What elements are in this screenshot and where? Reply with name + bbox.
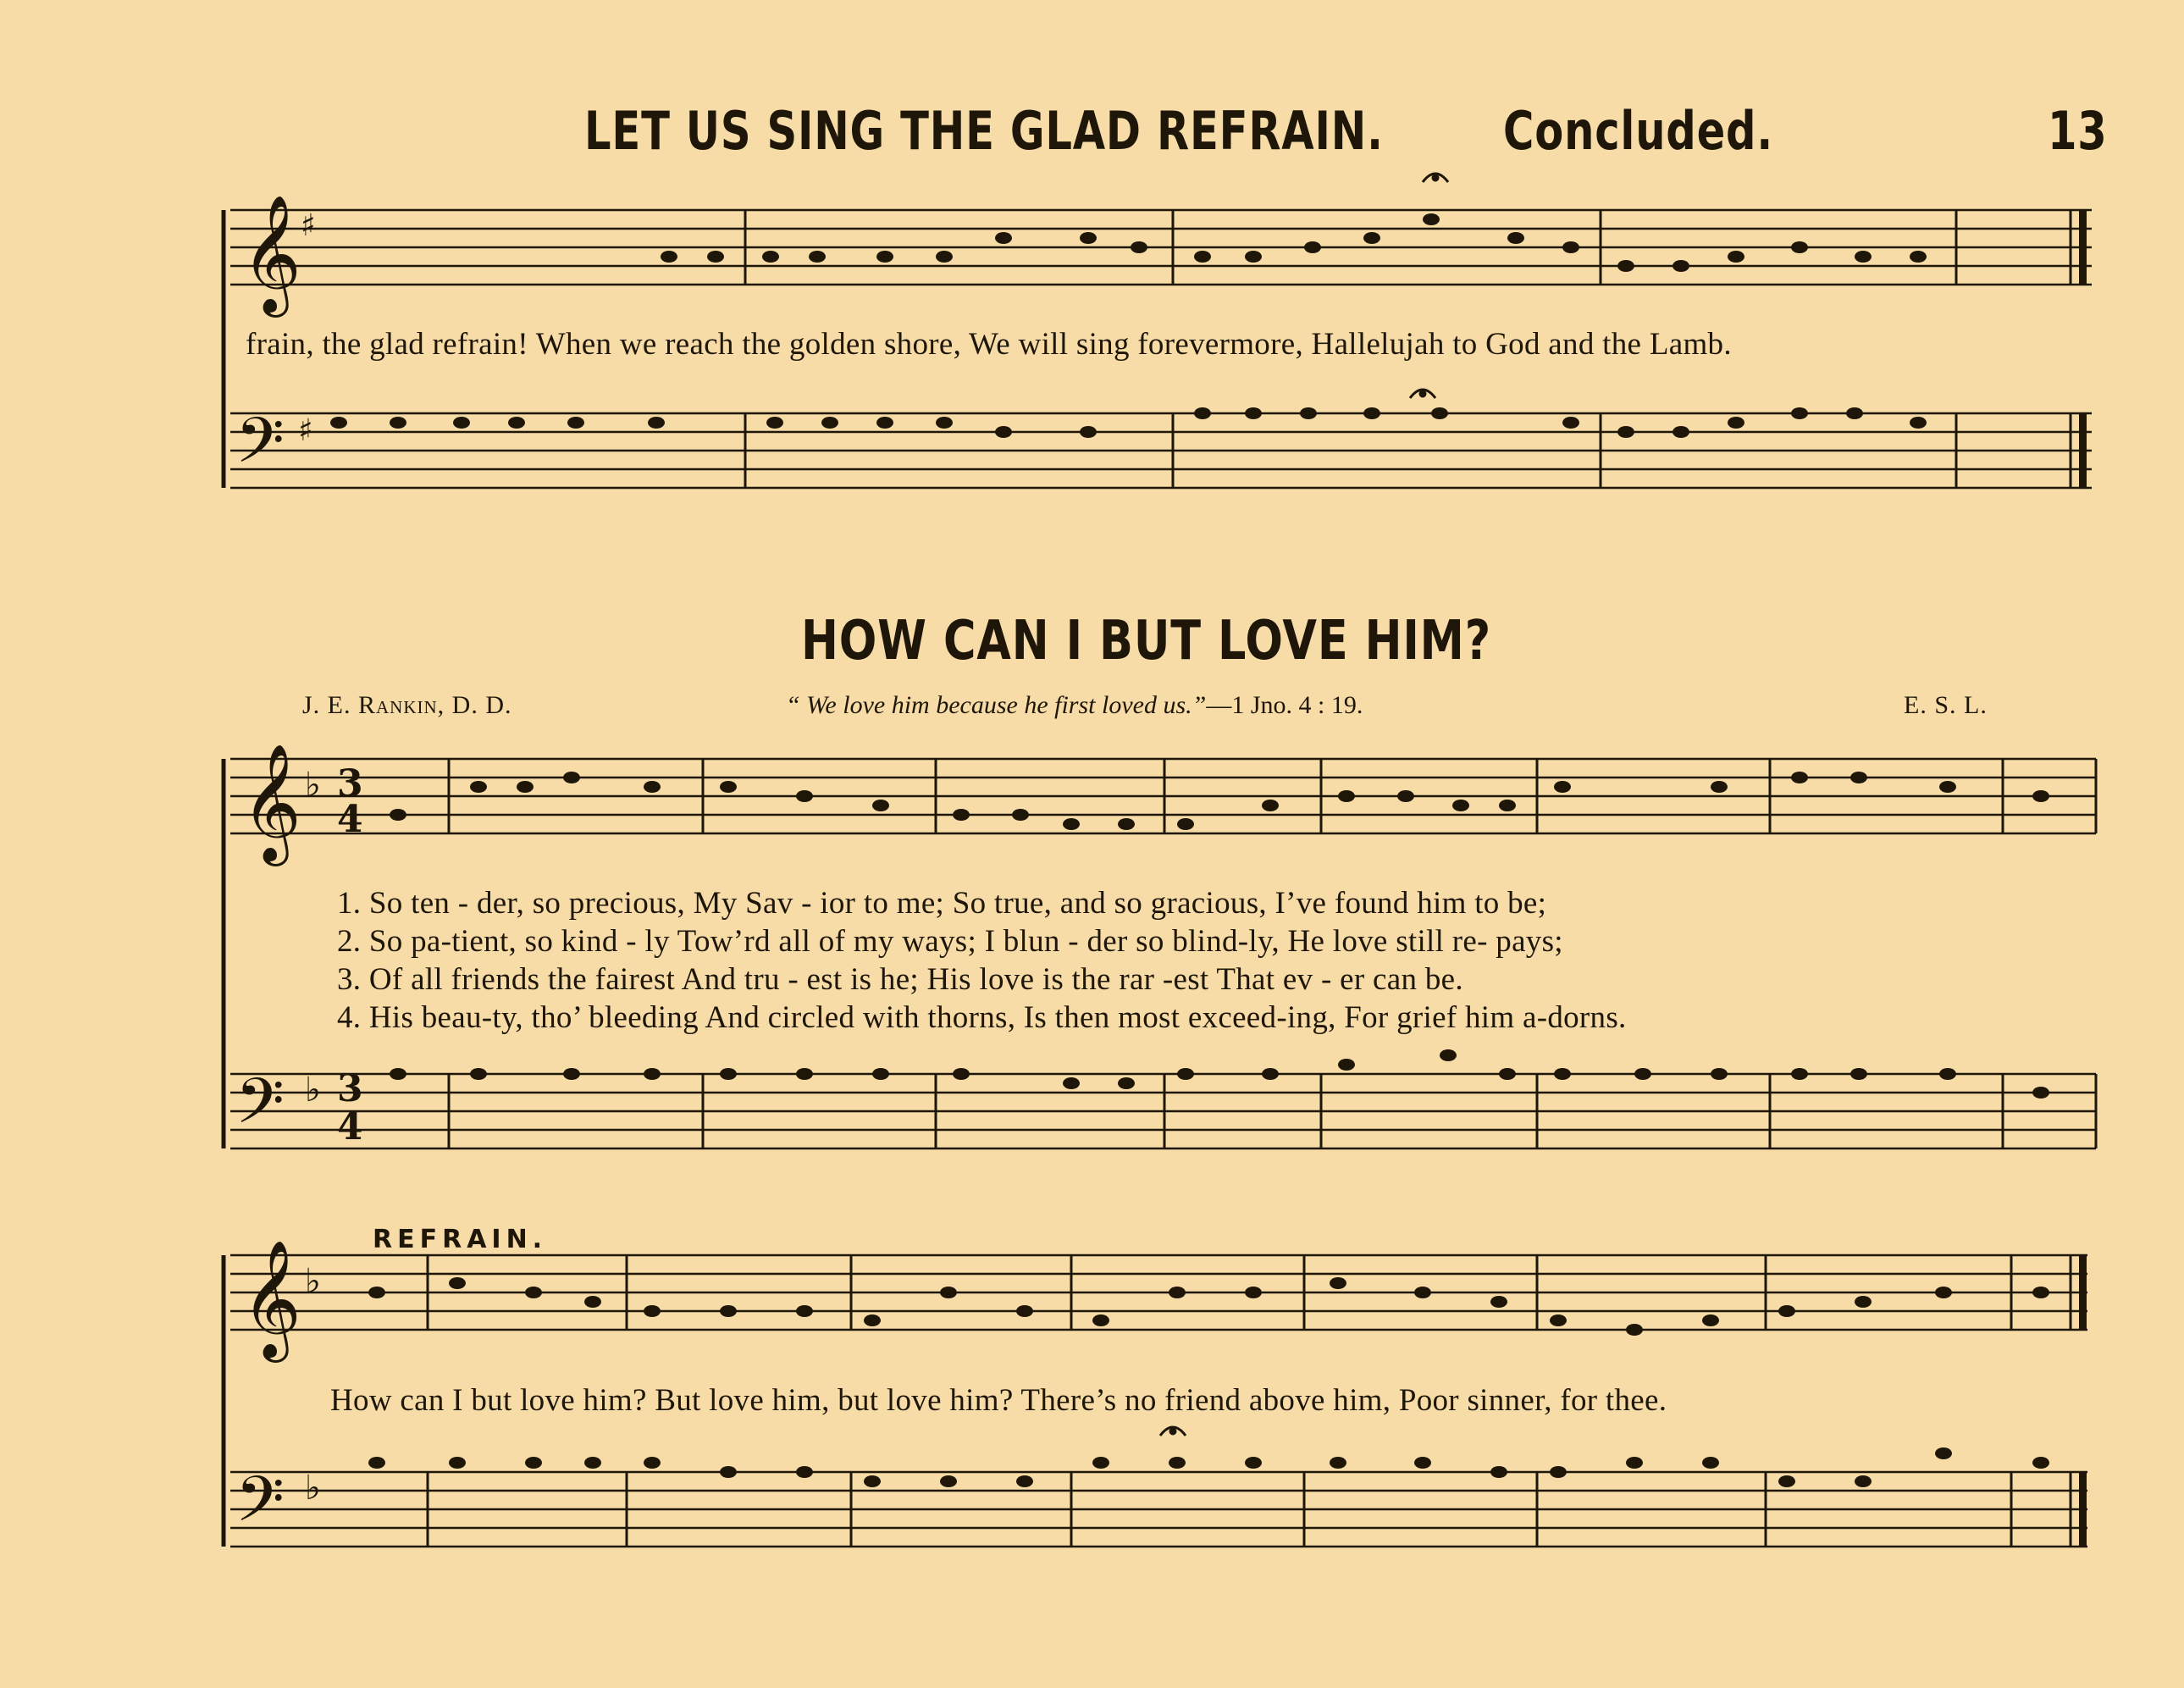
refrain-lyric-line: How can I but love him? But love him, but love him? There’s no friend above him, Poor sinner, for thee. (330, 1383, 1667, 1418)
hymn-title: HOW CAN I BUT LOVE HIM? (801, 610, 1491, 672)
epigraph-quote: “ We love him because he first loved us.” (786, 691, 1207, 719)
svg-text:𝄞: 𝄞 (241, 195, 301, 313)
page-title: LET US SING THE GLAD REFRAIN. (584, 100, 1384, 162)
svg-text:4: 4 (337, 1105, 363, 1148)
hymn-author: J. E. Rankin, D. D. (302, 691, 512, 719)
verse-line-4: 4. His beau-ty, tho’ bleeding And circled with thorns, Is then most exceed-ing, For grief him a-dorns. (337, 1000, 1627, 1035)
svg-text:𝄢: 𝄢 (235, 1065, 285, 1154)
svg-text:♭: ♭ (305, 1262, 321, 1301)
hymn-epigraph (786, 691, 1363, 720)
epigraph-reference: —1 Jno. 4 : 19. (1206, 691, 1363, 719)
system-2-treble-staff (230, 744, 2096, 866)
verse-line-1: 1. So ten - der, so precious, My Sav - ior to me; So true, and so gracious, I’ve found him to be; (337, 886, 1547, 921)
system-2-bass-staff (230, 1065, 2096, 1154)
svg-text:♯: ♯ (298, 413, 313, 448)
svg-text:♯: ♯ (301, 208, 316, 243)
verse-line-3: 3. Of all friends the fairest And tru - est is he; His love is the rar -est That ev - er can be. (337, 962, 1463, 997)
system-1-bass-staff (230, 404, 2092, 493)
svg-text:3: 3 (337, 762, 363, 805)
verse-line-2: 2. So pa-tient, so kind - ly Tow’rd all of my ways; I blun - der so blind-ly, He love still re- pays; (337, 924, 1563, 959)
lyric-line-top-system: frain, the glad refrain! When we reach the golden shore, We will sing forevermore, Hallelujah to God and the Lamb. (246, 327, 1732, 362)
svg-text:♭: ♭ (305, 1071, 321, 1110)
hymn-composer: E. S. L. (1904, 691, 1988, 719)
page-subtitle: Concluded. (1503, 100, 1773, 162)
svg-text:𝄞: 𝄞 (241, 1240, 301, 1358)
svg-text:4: 4 (337, 798, 363, 841)
system-3-treble-staff (230, 1240, 2087, 1363)
svg-text:3: 3 (337, 1067, 363, 1110)
svg-text:𝄢: 𝄢 (235, 1463, 285, 1552)
svg-text:𝄞: 𝄞 (241, 744, 301, 861)
svg-text:♭: ♭ (305, 1469, 321, 1508)
noteheads (330, 213, 2049, 1487)
svg-text:𝄢: 𝄢 (235, 404, 285, 493)
svg-text:♭: ♭ (305, 766, 321, 805)
system-3-bass-staff (230, 1463, 2087, 1552)
fermata-marks (1160, 174, 1448, 1436)
refrain-label: REFRAIN. (373, 1225, 548, 1254)
system-1-treble-staff (230, 195, 2092, 318)
page-number: 13 (2048, 100, 2108, 162)
